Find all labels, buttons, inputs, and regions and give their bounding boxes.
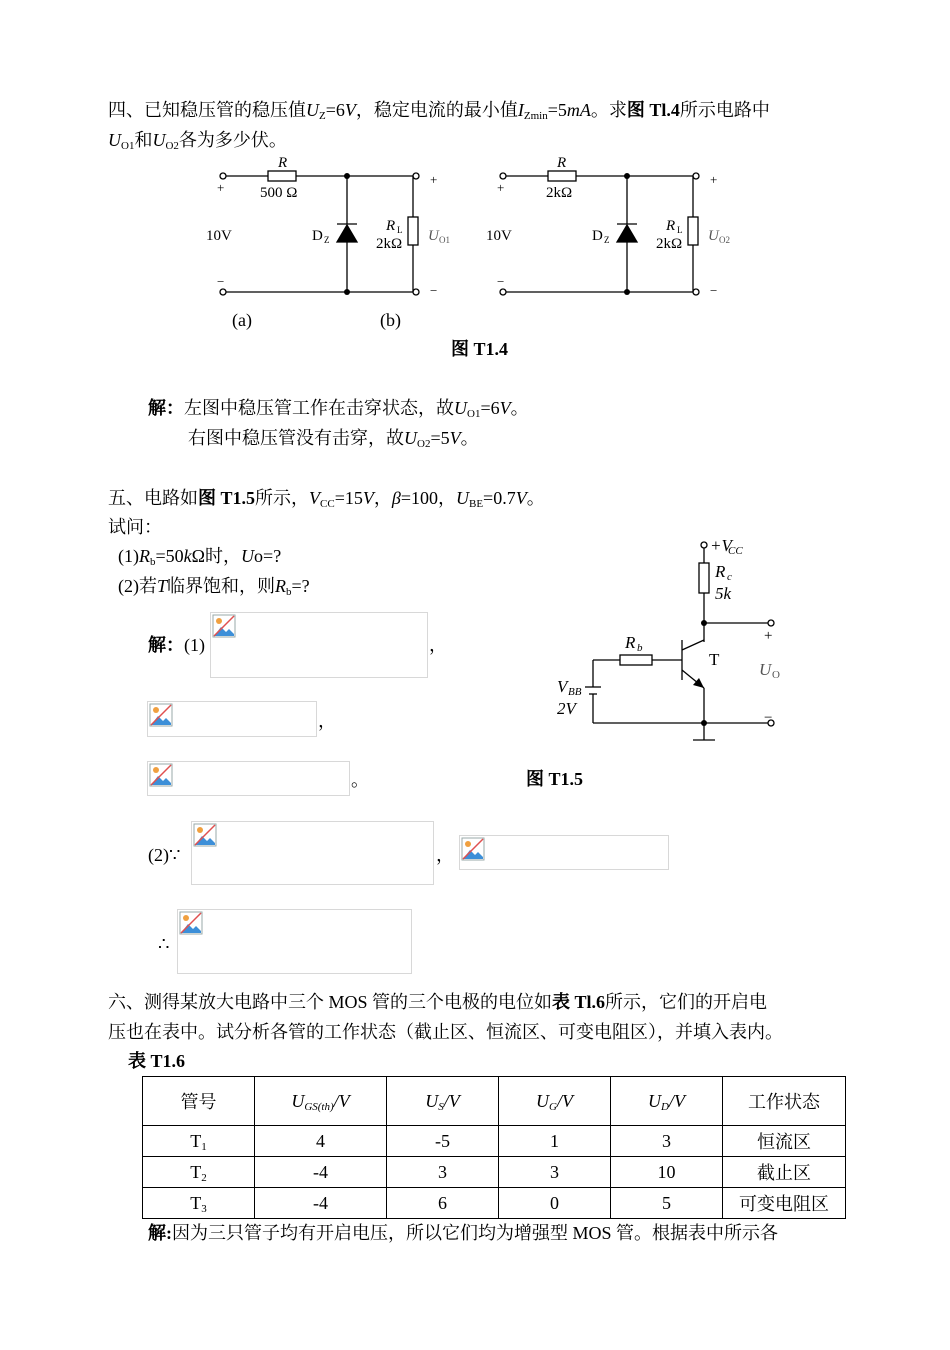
sol5-label: 解：(1)	[148, 635, 205, 655]
svg-text:L: L	[677, 225, 683, 235]
table-row	[143, 1188, 846, 1219]
cell-tube: $T_1$	[143, 1126, 255, 1157]
cell-ug: 3	[499, 1157, 611, 1188]
broken-image-icon	[179, 911, 203, 935]
cell-ug: 0	[499, 1188, 611, 1219]
cell-ug: 1	[499, 1126, 611, 1157]
svg-text:R: R	[386, 218, 396, 234]
header-tube: 管号	[143, 1077, 255, 1126]
svg-text:R: R	[557, 155, 567, 171]
q6-line-2: 压也在表中。试分析各管的工作状态（截止区、恒流区、可变电阻区），并填入表内。	[108, 1022, 783, 1042]
cell-state: 可变电阻区	[723, 1188, 846, 1219]
cell-us: 3	[387, 1157, 499, 1188]
svg-text:Z: Z	[604, 235, 610, 245]
svg-text:L: L	[397, 225, 403, 235]
cell-ud: 3	[611, 1126, 723, 1157]
broken-image-icon	[212, 614, 236, 638]
svg-text:500 Ω: 500 Ω	[260, 185, 298, 201]
header-ug: $U_G/V$	[499, 1077, 611, 1126]
svg-text:R: R	[278, 155, 288, 171]
broken-image-formula	[177, 909, 412, 974]
svg-text:R: R	[715, 562, 726, 581]
svg-text:2V: 2V	[557, 699, 576, 718]
svg-text:CC: CC	[728, 545, 743, 557]
table-title: 表 T1.6	[128, 1051, 186, 1071]
fig-ref-t14: 图 Tl.4	[626, 100, 680, 120]
broken-image-icon	[149, 763, 173, 787]
svg-text:−: −	[217, 274, 225, 289]
svg-text:V: V	[557, 677, 568, 696]
sol5-comma: ，	[436, 845, 454, 865]
svg-text:R: R	[625, 633, 636, 652]
cell-us: 6	[387, 1188, 499, 1219]
table-row	[143, 1157, 846, 1188]
figure-t1-4	[200, 152, 760, 312]
sol5-period: 。	[351, 770, 369, 790]
fig-ref-t15: 图 T1.5	[198, 488, 256, 508]
svg-text:Z: Z	[324, 235, 330, 245]
svg-text:O: O	[772, 669, 780, 681]
svg-text:−: −	[430, 283, 438, 298]
q5-line-1: 五、电路如图 T1.5所示，$V_{CC}=15V$，β=100，$U_{BE}=0.7V$。	[108, 488, 545, 510]
junction-dot	[701, 620, 707, 626]
sol5-part-2: (2)∵	[148, 845, 181, 865]
sol5-comma: ，	[318, 711, 336, 731]
svg-text:U: U	[759, 660, 772, 679]
svg-text:2kΩ: 2kΩ	[656, 236, 683, 252]
svg-text:O2: O2	[719, 235, 730, 245]
broken-image-formula	[210, 612, 428, 678]
svg-text:b: b	[637, 642, 643, 654]
header-ugs: $U_{GS(th)}/V$	[255, 1077, 387, 1126]
cell-state: 恒流区	[723, 1126, 846, 1157]
cell-ud: 5	[611, 1188, 723, 1219]
broken-image-formula	[147, 761, 350, 796]
emitter-arrow	[693, 678, 704, 688]
sol5-therefore: ∴	[158, 934, 170, 954]
table-header-row	[143, 1077, 846, 1126]
cell-tube: $T_3$	[143, 1188, 255, 1219]
broken-image-icon	[461, 837, 485, 861]
header-ud: $U_D/V$	[611, 1077, 723, 1126]
cell-ud: 10	[611, 1157, 723, 1188]
header-state: 工作状态	[723, 1077, 846, 1126]
svg-text:D: D	[312, 228, 323, 244]
svg-text:+: +	[710, 172, 718, 187]
svg-text:5k: 5k	[715, 584, 732, 603]
fig-label-a: (a)	[232, 310, 252, 330]
q5-part-1: $(1)R_b=50k\Omega$时，Uo=?	[118, 546, 282, 568]
svg-text:2kΩ: 2kΩ	[546, 185, 573, 201]
svg-text:U: U	[428, 228, 439, 244]
svg-text:−: −	[764, 710, 773, 726]
cell-ugs: -4	[255, 1157, 387, 1188]
fig-caption-t14: 图 T1.4	[451, 339, 509, 359]
svg-text:BB: BB	[568, 686, 582, 698]
svg-text:U: U	[708, 228, 719, 244]
broken-image-icon	[149, 703, 173, 727]
svg-text:−: −	[497, 274, 505, 289]
junction-dot	[344, 289, 350, 295]
broken-image-formula	[191, 821, 434, 885]
cell-ugs: -4	[255, 1188, 387, 1219]
junction-dot	[624, 289, 630, 295]
svg-text:10V: 10V	[206, 228, 232, 244]
svg-text:10V: 10V	[486, 228, 512, 244]
figure-t1-5	[545, 530, 790, 750]
svg-text:O1: O1	[439, 235, 450, 245]
broken-image-formula	[147, 701, 317, 737]
svg-text:+V: +V	[710, 536, 732, 555]
svg-text:+: +	[217, 180, 225, 195]
q4-line-2: $U_{O1}$和$U_{O2}$各为多少伏。	[108, 130, 287, 152]
table-row	[143, 1126, 846, 1157]
junction-dot	[624, 173, 630, 179]
svg-text:−: −	[710, 283, 718, 298]
fig-label-b: (b)	[380, 310, 401, 330]
cell-ugs: 4	[255, 1126, 387, 1157]
q5-ask: 试问：	[108, 517, 162, 537]
svg-text:2kΩ: 2kΩ	[376, 236, 403, 252]
svg-text:D: D	[592, 228, 603, 244]
svg-text:c: c	[727, 571, 732, 583]
svg-text:+: +	[764, 628, 773, 644]
table-ref-t16: 表 Tl.6	[552, 992, 606, 1012]
sol5-comma: ，	[429, 635, 447, 655]
header-us: $U_S/V$	[387, 1077, 499, 1126]
fig-caption-t15: 图 T1.5	[526, 769, 584, 789]
svg-text:T: T	[709, 650, 720, 669]
svg-text:+: +	[497, 180, 505, 195]
sol6-line: 解:因为三只管子均有开启电压，所以它们均为增强型 MOS 管。根据表中所示各	[148, 1223, 779, 1243]
cell-us: -5	[387, 1126, 499, 1157]
broken-image-icon	[193, 823, 217, 847]
sol4-line-1: 解：左图中稳压管工作在击穿状态，故$U_{O1}=6V$。	[148, 398, 529, 420]
junction-dot	[701, 720, 707, 726]
q5-part-2: (2)若T临界饱和，则$R_b=$?	[118, 576, 310, 598]
svg-text:R: R	[666, 218, 676, 234]
svg-text:+: +	[430, 172, 438, 187]
mos-table	[142, 1076, 846, 1219]
q6-line-1: 六、测得某放大电路中三个 MOS 管的三个电极的电位如表 Tl.6所示，它们的开启电	[108, 992, 768, 1012]
cell-tube: $T_2$	[143, 1157, 255, 1188]
broken-image-formula	[459, 835, 669, 870]
sol4-line-2: 右图中稳压管没有击穿，故$U_{O2}=5V$。	[188, 428, 479, 450]
junction-dot	[344, 173, 350, 179]
cell-state: 截止区	[723, 1157, 846, 1188]
q4-line-1: 四、已知稳压管的稳压值$U_Z=6V$，稳定电流的最小值$I_{Zmin}=5mA$。求图 Tl.4所示电路中	[108, 100, 770, 122]
